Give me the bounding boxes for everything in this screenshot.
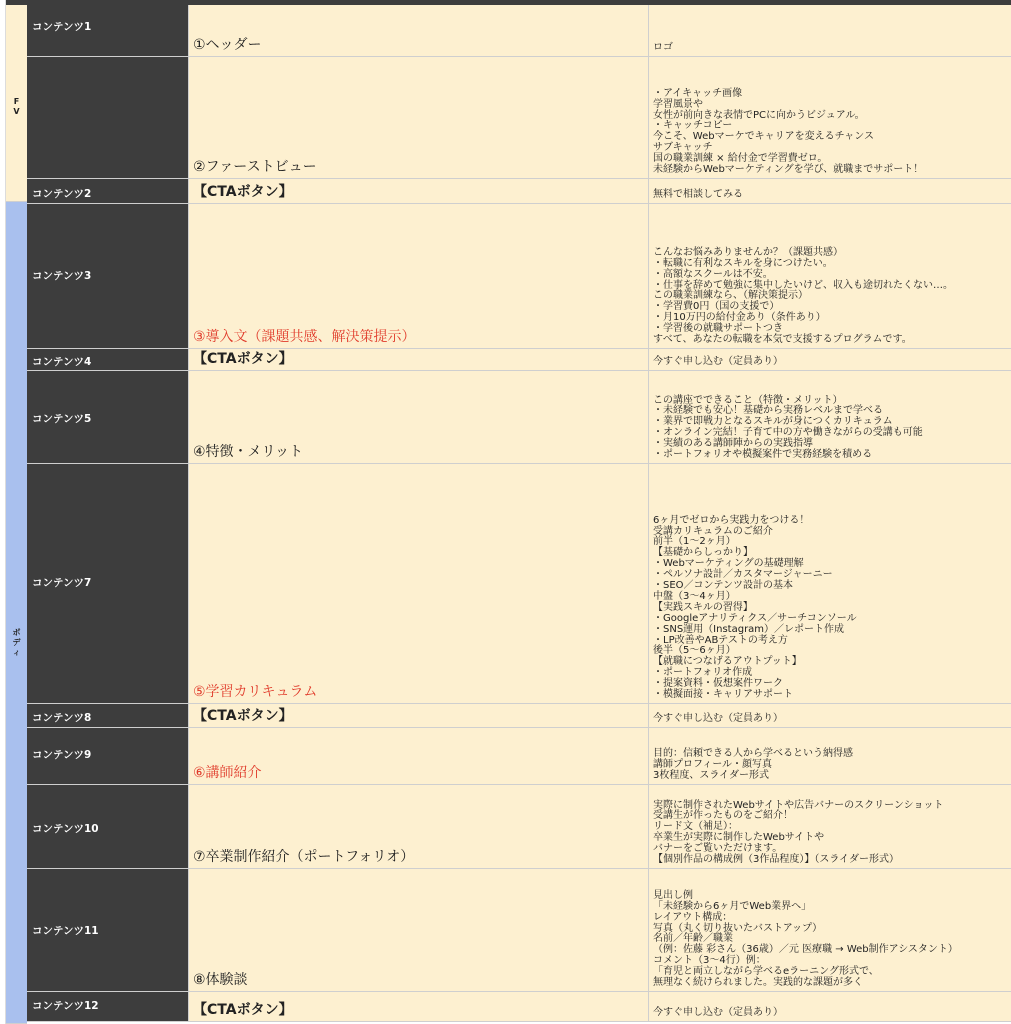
section-body[interactable]: [6, 202, 27, 1024]
section-title-cell[interactable]: [189, 728, 649, 784]
detail-line: ・Googleアナリティクス／サーチコンソール: [653, 612, 857, 624]
detail-line: ・学習費0円（国の支援で）: [653, 301, 780, 313]
content-name-cell[interactable]: [27, 704, 189, 727]
section-title-cell[interactable]: [189, 371, 649, 463]
detail-line: ・実績のある講師陣からの実践指導: [653, 438, 813, 450]
detail-line: ・LP改善やABテストの考え方: [653, 634, 788, 646]
section-title-cell[interactable]: [189, 704, 649, 727]
detail-line: 中盤（3〜4ヶ月）: [653, 590, 736, 602]
section-title-cell[interactable]: [189, 464, 649, 703]
detail-line: 【就職につなげるアウトプット】: [653, 656, 802, 668]
detail-line: ・ポートフォリオ作成: [653, 667, 753, 679]
detail-line: ・業界で即戦力となるスキルが身につくカリキュラム: [653, 416, 893, 428]
detail-line: ・キャッチコピー: [653, 120, 733, 132]
detail-line: バナーをご覧いただけます。: [653, 843, 783, 855]
content-name: コンテンツ12: [32, 1000, 99, 1012]
content-name-cell[interactable]: [27, 204, 189, 348]
sheet-row[interactable]: [27, 869, 1011, 992]
section-label: ボ デ ィ: [12, 628, 21, 657]
detail-line: ・学習後の就職サポートつき: [653, 323, 783, 335]
detail-line: こんなお悩みありませんか？（課題共感）: [653, 246, 843, 258]
detail-line: ・SNS運用（Instagram）／レポート作成: [653, 623, 845, 635]
detail-line: ロゴ: [653, 42, 673, 54]
section-fv[interactable]: [6, 5, 27, 202]
sheet-row[interactable]: [27, 204, 1011, 349]
content-detail-cell[interactable]: [649, 179, 1011, 203]
detail-line: 実際に制作されたWebサイトや広告バナーのスクリーンショット: [653, 799, 944, 811]
sheet-row[interactable]: [27, 728, 1011, 785]
content-name: コンテンツ3: [32, 270, 92, 282]
content-name-cell[interactable]: [27, 785, 189, 868]
content-detail-cell[interactable]: [649, 371, 1011, 463]
detail-line: コメント（3〜4行）例：: [653, 955, 766, 967]
detail-line: すべて、あなたの転職を本気で支援するプログラムです。: [653, 334, 912, 346]
detail-line: この職業訓練なら、（解決策提示）: [653, 290, 808, 302]
section-title: ⑥講師紹介: [193, 765, 262, 781]
detail-line: ・アイキャッチ画像: [653, 87, 743, 99]
section-title-cell[interactable]: [189, 349, 649, 370]
detail-line: 卒業生が実際に制作したWebサイトや: [653, 832, 825, 844]
content-name-cell[interactable]: [27, 869, 189, 991]
section-title-cell[interactable]: [189, 57, 649, 178]
detail-line: 今こそ、Webマーケでキャリアを変えるチャンス: [653, 131, 875, 143]
detail-line: ・ポートフォリオや模擬案件で実務経験を積める: [653, 449, 873, 461]
detail-line: 【基礎からしっかり】: [653, 547, 753, 559]
detail-line: （例：佐藤 彩さん（36歳）／元 医療職 → Web制作アシスタント）: [653, 944, 958, 956]
content-name: コンテンツ9: [32, 749, 92, 761]
detail-line: 後半（5〜6ヶ月）: [653, 645, 736, 657]
content-detail-cell[interactable]: [649, 57, 1011, 178]
content-detail-cell[interactable]: [649, 869, 1011, 991]
detail-line: 受講カリキュラムのご紹介: [653, 525, 773, 537]
content-name: コンテンツ1: [32, 21, 92, 33]
detail-line: 受講生が作ったものをご紹介！: [653, 810, 793, 822]
section-title: ④特徴・メリット: [193, 444, 303, 460]
detail-line: 学習風景や: [653, 98, 703, 110]
section-title: 【CTAボタン】: [193, 708, 293, 724]
section-title-cell[interactable]: [189, 204, 649, 348]
content-name: コンテンツ10: [32, 823, 99, 835]
section-title: ②ファーストビュー: [193, 159, 317, 175]
content-name-cell[interactable]: [27, 349, 189, 370]
detail-line: ・ペルソナ設計／カスタマージャーニー: [653, 569, 833, 581]
content-detail-cell[interactable]: [649, 704, 1011, 727]
detail-line: 今すぐ申し込む（定員あり）: [653, 356, 783, 368]
section-title: 【CTAボタン】: [193, 351, 293, 367]
detail-line: 見出し例: [653, 889, 693, 901]
content-detail-cell[interactable]: [649, 349, 1011, 370]
section-title: ⑧体験談: [193, 972, 248, 988]
content-detail-cell[interactable]: [649, 5, 1011, 56]
section-title-cell[interactable]: [189, 785, 649, 868]
detail-line: 未経験からWebマーケティングを学び、就職までサポート！: [653, 164, 924, 176]
detail-line: 「未経験から6ヶ月でWeb業界へ」: [653, 900, 812, 912]
sheet-row[interactable]: [27, 5, 1011, 57]
detail-line: 目的：信頼できる人から学べるという納得感: [653, 748, 853, 760]
detail-line: 女性が前向きな表情でPCに向かうビジュアル。: [653, 109, 865, 121]
section-title: 【CTAボタン】: [193, 1002, 293, 1018]
sheet-row[interactable]: [27, 992, 1011, 1022]
detail-line: ・高額なスクールは不安。: [653, 268, 773, 280]
content-name-cell[interactable]: [27, 179, 189, 203]
detail-line: サブキャッチ: [653, 142, 713, 154]
content-detail-cell[interactable]: [649, 992, 1011, 1021]
detail-line: ・転職に有利なスキルを身につけたい。: [653, 257, 833, 269]
detail-line: 名前／年齢／職業: [653, 933, 733, 945]
content-name-cell[interactable]: [27, 992, 189, 1021]
detail-line: 前半（1〜2ヶ月）: [653, 536, 736, 548]
detail-line: 無理なく続けられました。実践的な課題が多く: [653, 977, 863, 989]
sheet-row[interactable]: [27, 179, 1011, 204]
sheet-row[interactable]: [27, 57, 1011, 179]
content-detail-cell[interactable]: [649, 728, 1011, 784]
content-name-cell[interactable]: [27, 464, 189, 703]
content-name-cell[interactable]: [27, 5, 189, 56]
content-name-cell[interactable]: [27, 371, 189, 463]
detail-line: 6ヶ月でゼロから実践力をつける！: [653, 514, 810, 526]
section-title-cell[interactable]: [189, 869, 649, 991]
detail-line: 講師プロフィール・顔写真: [653, 759, 772, 771]
detail-line: 【実践スキルの習得】: [653, 601, 753, 613]
sheet-row[interactable]: [27, 785, 1011, 869]
detail-line: 写真（丸く切り抜いたバストアップ）: [653, 922, 823, 934]
content-name: コンテンツ4: [32, 356, 92, 368]
detail-line: ・Webマーケティングの基礎理解: [653, 558, 804, 570]
content-detail-cell[interactable]: [649, 464, 1011, 703]
content-name: コンテンツ2: [32, 188, 92, 200]
detail-line: リード文（補足）：: [653, 821, 738, 833]
detail-line: 3枚程度、スライダー形式: [653, 770, 770, 782]
detail-line: レイアウト構成：: [653, 911, 733, 923]
section-title: ③導入文（課題共感、解決策提示）: [193, 329, 416, 345]
section-title: ⑤学習カリキュラム: [193, 684, 318, 700]
detail-line: 今すぐ申し込む（定員あり）: [653, 713, 783, 725]
content-name: コンテンツ11: [32, 925, 99, 937]
detail-line: 「育児と両立しながら学べるeラーニング形式で、: [653, 966, 879, 978]
section-title-cell[interactable]: [189, 179, 649, 203]
detail-line: ・提案資料・仮想案件ワーク: [653, 678, 783, 690]
sheet-row[interactable]: [27, 704, 1011, 728]
detail-line: この講座でできること（特徴・メリット）: [653, 394, 843, 406]
section-title: ①ヘッダー: [193, 37, 262, 53]
detail-line: 無料で相談してみる: [653, 189, 743, 201]
detail-line: ・SEO／コンテンツ設計の基本: [653, 580, 794, 592]
detail-line: ・仕事を辞めて勉強に集中したいけど、収入も途切れたくない…。: [653, 279, 953, 291]
content-detail-cell[interactable]: [649, 204, 1011, 348]
detail-line: ・オンライン完結！子育て中の方や働きながらの受講も可能: [653, 427, 923, 439]
content-name-cell[interactable]: [27, 57, 189, 178]
detail-line: 【個別作品の構成例（3作品程度）】（スライダー形式）: [653, 854, 900, 866]
content-detail-cell[interactable]: [649, 785, 1011, 868]
detail-line: 今すぐ申し込む（定員あり）: [653, 1007, 783, 1019]
sheet-row[interactable]: [27, 371, 1011, 464]
section-title-cell[interactable]: [189, 992, 649, 1021]
content-name: コンテンツ8: [32, 712, 92, 724]
detail-line: ・月10万円の給付金あり（条件あり）: [653, 312, 826, 324]
detail-line: ・未経験でも安心！基礎から実務レベルまで学べる: [653, 405, 883, 417]
sheet-row[interactable]: [27, 349, 1011, 371]
section-title: 【CTAボタン】: [193, 184, 293, 200]
section-title-cell[interactable]: [189, 5, 649, 56]
content-name-cell[interactable]: [27, 728, 189, 784]
section-label: F V: [13, 97, 20, 116]
sheet-row[interactable]: [27, 464, 1011, 704]
content-name: コンテンツ7: [32, 577, 92, 589]
content-name: コンテンツ5: [32, 413, 92, 425]
detail-line: ・模擬面接・キャリアサポート: [653, 689, 793, 701]
section-title: ⑦卒業制作紹介（ポートフォリオ）: [193, 849, 415, 865]
detail-line: 国の職業訓練 × 給付金で学習費ゼロ。: [653, 153, 828, 165]
